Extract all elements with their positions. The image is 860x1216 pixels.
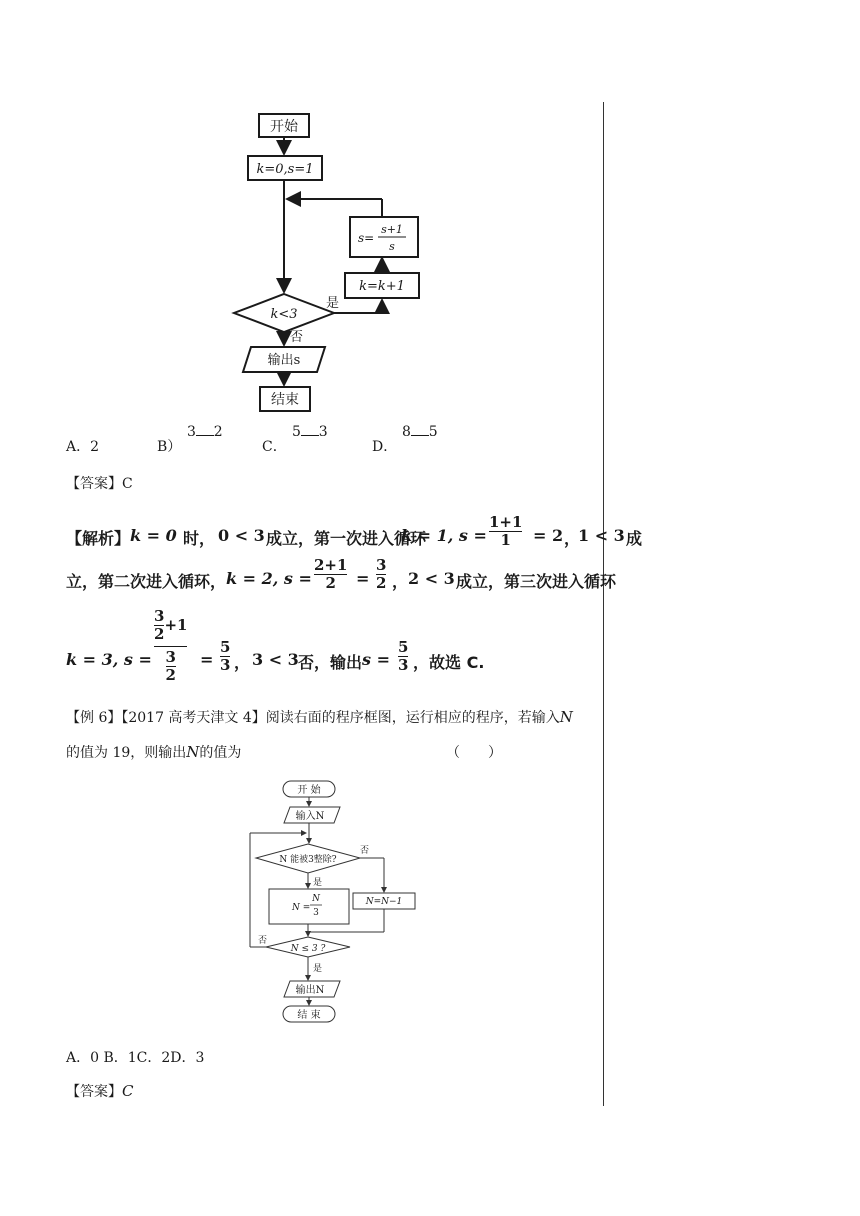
q5-answer: 【答案】C (66, 476, 133, 492)
solution-fraction-4: 5 3 (220, 638, 231, 675)
flow1-no: 否 (290, 330, 304, 345)
flow1-cond: k<3 (270, 307, 298, 322)
flow1-update-s-num: s+1 (381, 223, 403, 236)
flow1-output: 输出s (267, 353, 301, 368)
flow2-input: 输入N (295, 811, 325, 822)
solution-fraction-5: 5 3 (398, 638, 409, 675)
flow1-update-s-den: s (389, 240, 395, 253)
example6-line-2: 的值为 19，则输出N的值为 （ ） (66, 743, 502, 761)
flow2-output: 输出N (295, 985, 325, 996)
flow2-assign1-lhs: N = (292, 903, 311, 913)
q6-answer: 【答案】C (66, 1082, 134, 1100)
flow1-update-k: k=k+1 (359, 279, 405, 294)
solution-fraction-2: 2+1 2 (314, 556, 348, 593)
option-b-fraction: 3 2 (187, 424, 223, 440)
solution-fraction-1: 1+1 1 (489, 513, 523, 550)
flow2-assign1-den: 3 (313, 908, 319, 918)
flow1-start: 开始 (270, 119, 298, 135)
flowchart-1 (230, 106, 440, 414)
flow2-end: 结 束 (297, 1010, 321, 1021)
option-d-fraction: 8 5 (402, 424, 438, 440)
q6-options: A．0 B．1C．2D．3 (66, 1050, 205, 1066)
example6-line-1: 【例 6】【2017 高考天津文 4】阅读右面的程序框图，运行相应的程序，若输入N (66, 708, 573, 726)
option-a: A．2 (66, 439, 100, 455)
option-d-label: D． (372, 439, 398, 455)
flow2-assign2: N=N−1 (365, 897, 403, 907)
flow2-cond2: N ≤ 3 ? (290, 944, 326, 954)
answer-paren: （ ） (446, 745, 502, 761)
option-b-label: B） (157, 439, 182, 455)
option-c-label: C． (262, 439, 287, 455)
flow1-yes: 是 (326, 296, 340, 311)
flow2-no2: 否 (258, 936, 268, 946)
flow2-cond1: N 能被3整除? (279, 855, 337, 865)
flow2-yes2: 是 (313, 964, 323, 974)
flow2-no1: 否 (360, 846, 370, 856)
column-divider (603, 102, 604, 1106)
flowchart-2 (240, 777, 430, 1029)
option-c-fraction: 5 3 (292, 424, 328, 440)
flow1-init: k=0,s=1 (256, 162, 314, 177)
flow2-start: 开 始 (297, 785, 321, 796)
flow1-update-s-lhs: s= (358, 231, 375, 245)
solution-fraction-3: 3 2 (376, 556, 387, 593)
flow2-assign1-num: N (312, 894, 320, 904)
flow1-end: 结束 (271, 392, 299, 408)
solution-complex-fraction: $\frac{3}{2}$ +1 $\frac{3}{2}$ (154, 607, 188, 684)
flow2-yes1: 是 (313, 878, 323, 888)
